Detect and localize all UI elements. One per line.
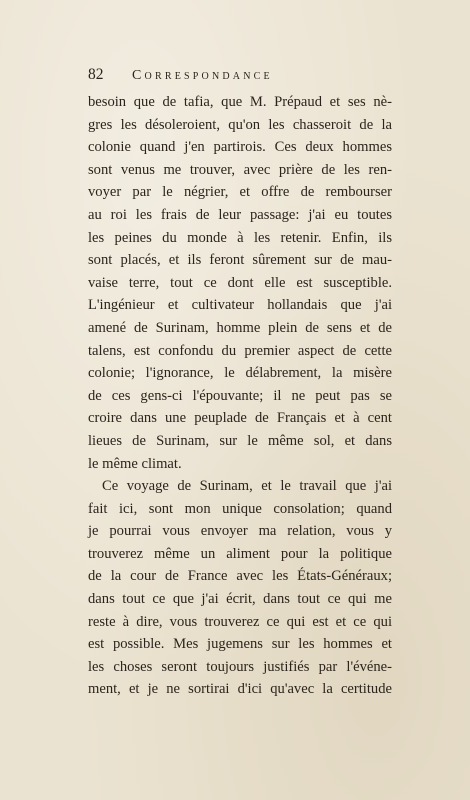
text-line: Ce voyage de Surinam, et le travail que j'ai — [102, 478, 392, 495]
text-line: colonie; l'ignorance, le délabrement, la misère — [88, 365, 392, 382]
running-title: Correspondance — [132, 68, 273, 83]
text-line: gres les désoleroient, qu'on les chasseroit de la — [88, 116, 392, 133]
text-line: colonie quand j'en partirois. Ces deux hommes — [88, 139, 392, 156]
text-line: ment, et je ne sortirai d'ici qu'avec la certitude — [88, 681, 392, 698]
text-line: talens, est confondu du premier aspect de cette — [88, 342, 392, 359]
text-line: dans tout ce que j'ai écrit, dans tout ce qui me — [88, 591, 392, 608]
page-header — [88, 66, 388, 84]
text-line: vaise terre, tout ce dont elle est susceptible. — [88, 274, 392, 291]
text-line: le même climat. — [88, 455, 182, 472]
text-line: L'ingénieur et cultivateur hollandais que j'ai — [88, 297, 392, 314]
text-line: fait ici, sont mon unique consolation; quand — [88, 500, 392, 517]
text-line: reste à dire, vous trouverez ce qui est et ce qui — [88, 613, 392, 630]
body-text — [88, 91, 392, 701]
text-line: les choses seront toujours justifiés par l'événe- — [88, 658, 392, 675]
text-line: croire dans une peuplade de Français et à cent — [88, 410, 392, 427]
text-line: lieues de Surinam, sur le même sol, et dans — [88, 432, 392, 449]
text-line: au roi les frais de leur passage: j'ai eu toutes — [88, 206, 392, 223]
text-line: je pourrai vous envoyer ma relation, vous y — [88, 523, 392, 540]
text-line: de ces gens-ci l'épouvante; il ne peut pas se — [88, 387, 392, 404]
text-line: est possible. Mes jugemens sur les hommes et — [88, 636, 392, 653]
text-line: de la cour de France avec les États-Généraux; — [88, 568, 392, 585]
text-line: besoin que de tafia, que M. Prépaud et ses nè- — [88, 94, 392, 110]
text-line: amené de Surinam, homme plein de sens et de — [88, 319, 392, 336]
text-line: sont placés, et ils feront sûrement sur de mau- — [88, 252, 392, 269]
text-line: sont venus me trouver, avec prière de les ren- — [88, 161, 392, 178]
text-line: voyer par le négrier, et offre de rembourser — [88, 184, 392, 201]
page-number: 82 — [88, 66, 104, 83]
text-line: trouverez même un aliment pour la politique — [88, 545, 392, 562]
text-line: les peines du monde à les retenir. Enfin, ils — [88, 229, 392, 246]
